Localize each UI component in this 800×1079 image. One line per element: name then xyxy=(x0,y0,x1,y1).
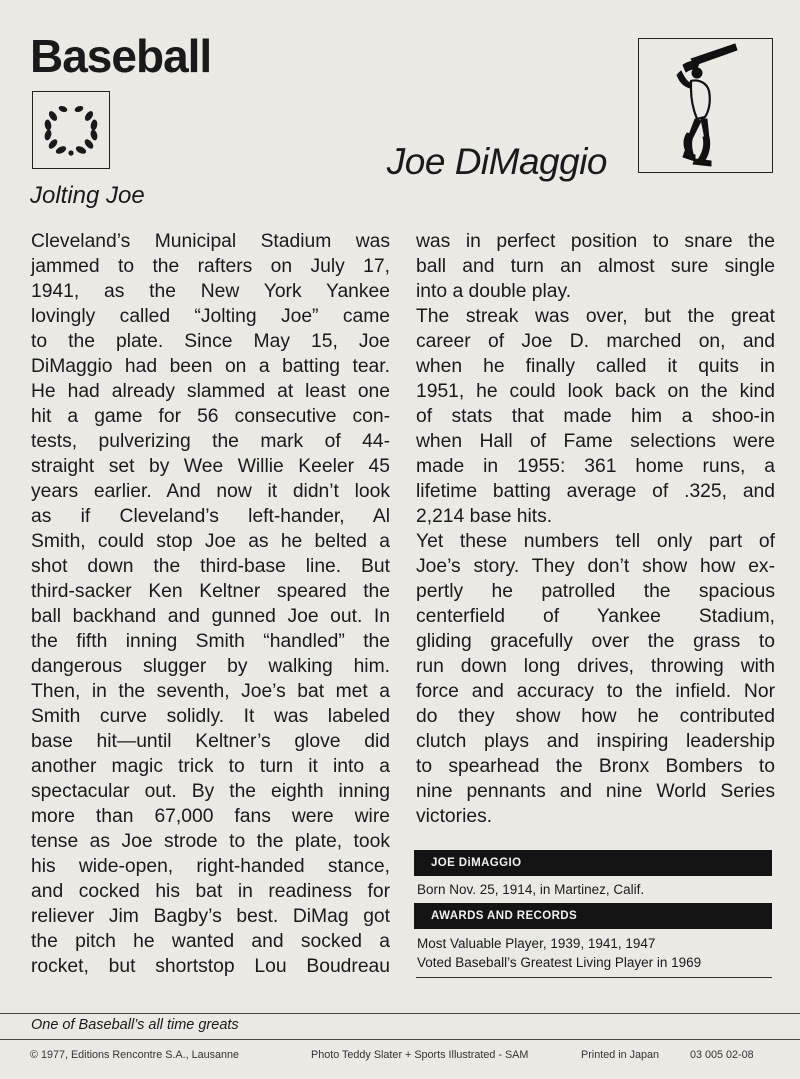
player-nickname: Jolting Joe xyxy=(30,182,145,209)
story-line: hit a game for 56 consecutive con- xyxy=(31,406,390,427)
story-line: lifetime batting average of .325, and xyxy=(416,481,775,502)
story-line: when Hall of Fame selections were xyxy=(416,431,775,452)
laurel-wreath-icon xyxy=(32,91,110,169)
story-line: reliever Jim Bagby’s best. DiMag got xyxy=(31,906,390,927)
story-line: third-sacker Ken Keltner speared the xyxy=(31,581,390,602)
story-line: another magic trick to turn it into a xyxy=(31,756,390,777)
story-line: victories. xyxy=(416,806,493,827)
story-line: Smith curve solidly. It was labeled xyxy=(31,706,390,727)
story-line: when he finally called it quits in xyxy=(416,356,775,377)
footer-divider-bottom xyxy=(0,1039,800,1040)
award-item: Voted Baseball’s Greatest Living Player in 1969 xyxy=(417,955,702,970)
story-line: spectacular out. By the eighth inning xyxy=(31,781,390,802)
story-line: Then, in the seventh, Joe’s bat met a xyxy=(31,681,390,702)
batter-graphic xyxy=(639,39,771,171)
story-line: his wide-open, right-handed stance, xyxy=(31,856,390,877)
story-line: force and accuracy to the infield. Nor xyxy=(416,681,775,702)
story-line: centerfield of Yankee Stadium, xyxy=(416,606,775,627)
story-line: and cocked his bat in readiness for xyxy=(31,881,390,902)
story-line: ball and turn an almost sure single xyxy=(416,256,775,277)
batter-silhouette-icon xyxy=(638,38,773,173)
story-line: gliding gracefully over the grass to xyxy=(416,631,775,652)
story-line: ball backhand and gunned Joe out. In xyxy=(31,606,390,627)
story-line: Smith, could stop Joe as he belted a xyxy=(31,531,390,552)
story-line: career of Joe D. marched on, and xyxy=(416,331,775,352)
printed-in: Printed in Japan xyxy=(581,1049,660,1061)
photo-credit: Photo Teddy Slater + Sports Illustrated - SAM xyxy=(311,1049,529,1061)
story-line: The streak was over, but the great xyxy=(416,306,775,327)
laurel-wreath-graphic xyxy=(39,98,103,162)
story-line: the fifth inning Smith “handled” the xyxy=(31,631,390,652)
bio-header: JOE DiMAGGIO xyxy=(414,850,772,876)
story-line: rocket, but shortstop Lou Boudreau xyxy=(31,956,390,977)
story-line: Cleveland’s Municipal Stadium was xyxy=(31,231,390,252)
story-line: the pitch he wanted and socked a xyxy=(31,931,390,952)
facts-divider xyxy=(416,977,772,978)
awards-list xyxy=(417,934,701,972)
story-line: nine pennants and nine World Series xyxy=(416,781,775,802)
story-line: base hit—until Keltner’s glove did xyxy=(31,731,390,752)
story-line: was in perfect position to snare the xyxy=(416,231,775,252)
story-line: lovingly called “Jolting Joe” came xyxy=(31,306,390,327)
story-line: He had already slammed at least one xyxy=(31,381,390,402)
story-line: years earlier. And now it didn’t look xyxy=(31,481,390,502)
story-line: made in 1955: 361 home runs, a xyxy=(416,456,775,477)
card-code: 03 005 02-08 xyxy=(690,1049,754,1061)
story-line: DiMaggio had been on a batting tear. xyxy=(31,356,390,377)
story-line: tense as Joe strode to the plate, took xyxy=(31,831,390,852)
story-line: as if Cleveland’s left-hander, Al xyxy=(31,506,390,527)
story-line: run down long drives, throwing with xyxy=(416,656,775,677)
player-name: Joe DiMaggio xyxy=(386,141,607,182)
story-line: straight set by Wee Willie Keeler 45 xyxy=(31,456,390,477)
story-column-right xyxy=(416,229,775,829)
story-line: more than 67,000 fans were wire xyxy=(31,806,390,827)
story-line: shot down the third-base line. But xyxy=(31,556,390,577)
birth-info: Born Nov. 25, 1914, in Martinez, Calif. xyxy=(417,882,645,897)
story-line: to spearhead the Bronx Bombers to xyxy=(416,756,775,777)
story-line: tests, pulverizing the mark of 44- xyxy=(31,431,390,452)
story-line: Yet these numbers tell only part of xyxy=(416,531,775,552)
story-column-left xyxy=(31,229,390,979)
awards-header: AWARDS AND RECORDS xyxy=(414,903,772,929)
sport-title: Baseball xyxy=(30,30,212,82)
award-item: Most Valuable Player, 1939, 1941, 1947 xyxy=(417,936,656,951)
story-line: 1951, he could look back on the kind xyxy=(416,381,775,402)
story-line: to the plate. Since May 15, Joe xyxy=(31,331,390,352)
story-line: clutch plays and inspiring leadership xyxy=(416,731,775,752)
story-line: 2,214 base hits. xyxy=(416,506,553,527)
story-line: into a double play. xyxy=(416,281,572,302)
story-line: Joe’s story. They don’t show how ex- xyxy=(416,556,775,577)
story-line: pertly he patrolled the spacious xyxy=(416,581,775,602)
footer-divider-top xyxy=(0,1013,800,1014)
story-line: jammed to the rafters on July 17, xyxy=(31,256,390,277)
story-line: do they show how he contributed xyxy=(416,706,775,727)
story-line: of stats that made him a shoo-in xyxy=(416,406,775,427)
story-line: 1941, as the New York Yankee xyxy=(31,281,390,302)
copyright: © 1977, Editions Rencontre S.A., Lausanne xyxy=(30,1049,240,1061)
tagline: One of Baseball’s all time greats xyxy=(31,1017,239,1033)
story-line: dangerous slugger by walking him. xyxy=(31,656,390,677)
